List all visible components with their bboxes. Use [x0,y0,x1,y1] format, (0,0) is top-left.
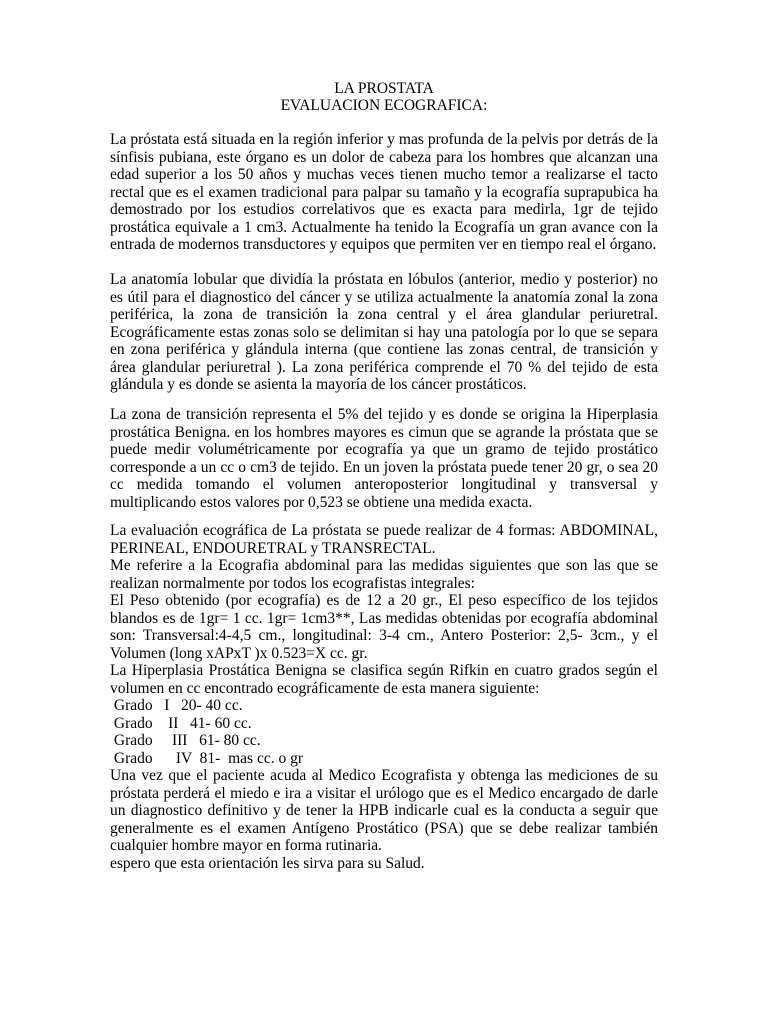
paragraph-anatomy-intro: La próstata está situada en la región inferior y mas profunda de la pelvis por detrás de la sínfisis pubiana, este órgano es un dolor de cabeza para los hombres que alcanzan una edad superior a los 50 años y muchas veces tienen mucho temor a realizarse el tacto rectal que es el examen tradicional para palpar su tamaño y la ecografía suprapubica ha demostrado por los estudios correlativos que es exacta para medirla, 1gr de tejido prostática equivale a 1 cm3. Actualmente ha tenido la Ecografía un gran avance con la entrada de modernos transductores y equipos que permiten ver en tiempo real el órgano. [110,131,658,253]
document-subtitle: EVALUACION ECOGRAFICA: [280,97,488,114]
grade-line: Grado IV 81- mas cc. o gr [110,749,303,767]
paragraph-farewell: espero que esta orientación les sirva para su Salud. [110,854,425,872]
evaluation-section [110,522,658,872]
paragraph-hpb-classification: La Hiperplasia Prostática Benigna se clasifica según Rifkin en cuatro grados según el volumen en cc encontrado ecográficamente de esta manera siguiente: [110,662,658,697]
paragraph-abdominal-reference: Me referire a la Ecografia abdominal para las medidas siguientes que son las que se realizan normalmente por todos los ecografistas integrales: [110,557,658,592]
paragraph-weight-measures: El Peso obtenido (por ecografía) es de 12 a 20 gr., El peso específico de los tejidos blandos es de 1gr= 1 cc. 1gr= 1cm3**, Las medidas obtenidas por ecografía abdominal son: Transversal:4-4,5 cm., longitudinal: 3-4 cm., Antero Posterior: 2,5- 3cm., y el Volumen (long xAPxT )x 0.523=X cc. gr. [110,592,658,662]
paragraph-transition-zone: La zona de transición representa el 5% del tejido y es donde se origina la Hiperplasia prostática Benigna. en los hombres mayores es cimun que se agrande la próstata que se puede medir volumétricamente por ecografía ya que un gramo de tejido prostático corresponde a un cc o cm3 de tejido. En un joven la próstata puede tener 20 gr, o sea 20 cc medida tomando el volumen anteroposterior longitudinal y transversal y multiplicando estos valores por 0,523 se obtiene una medida exacta. [110,406,658,511]
grade-line: Grado I 20- 40 cc. [110,697,243,714]
paragraph-evaluation-forms: La evaluación ecográfica de La próstata se puede realizar de 4 formas: ABDOMINAL, PERINEAL, ENDOURETRAL y TRANSRECTAL. [110,522,658,557]
grade-line: Grado II 41- 60 cc. [110,714,252,732]
paragraph-zonal-anatomy: La anatomía lobular que dividía la próstata en lóbulos (anterior, medio y posterior) no es útil para el diagnostico del cáncer y se utiliza actualmente la anatomía zonal la zona periférica, la zona de transición la zona central y el área glandular periuretral. Ecográficamente estas zonas solo se delimitan si hay una patología por lo que se separa en zona periférica y glándula interna (que contiene las zonas central, de transición y área glandular periuretral ). La zona periférica comprende el 70 % del tejido de esta glándula y es donde se asienta la mayoría de los cáncer prostáticos. [110,271,658,393]
document-title: LA PROSTATA [334,80,434,97]
paragraph-closing: Una vez que el paciente acuda al Medico Ecografista y obtenga las mediciones de su próstata perderá el miedo e ira a visitar el urólogo que es el Medico encargado de darle un diagnostico definitivo y de tener la HPB indicarle cual es la conducta a seguir que generalmente es el examen Antígeno Prostático (PSA) que se debe realizar también cualquier hombre mayor en forma rutinaria. [110,767,658,854]
grade-line: Grado III 61- 80 cc. [110,732,261,749]
